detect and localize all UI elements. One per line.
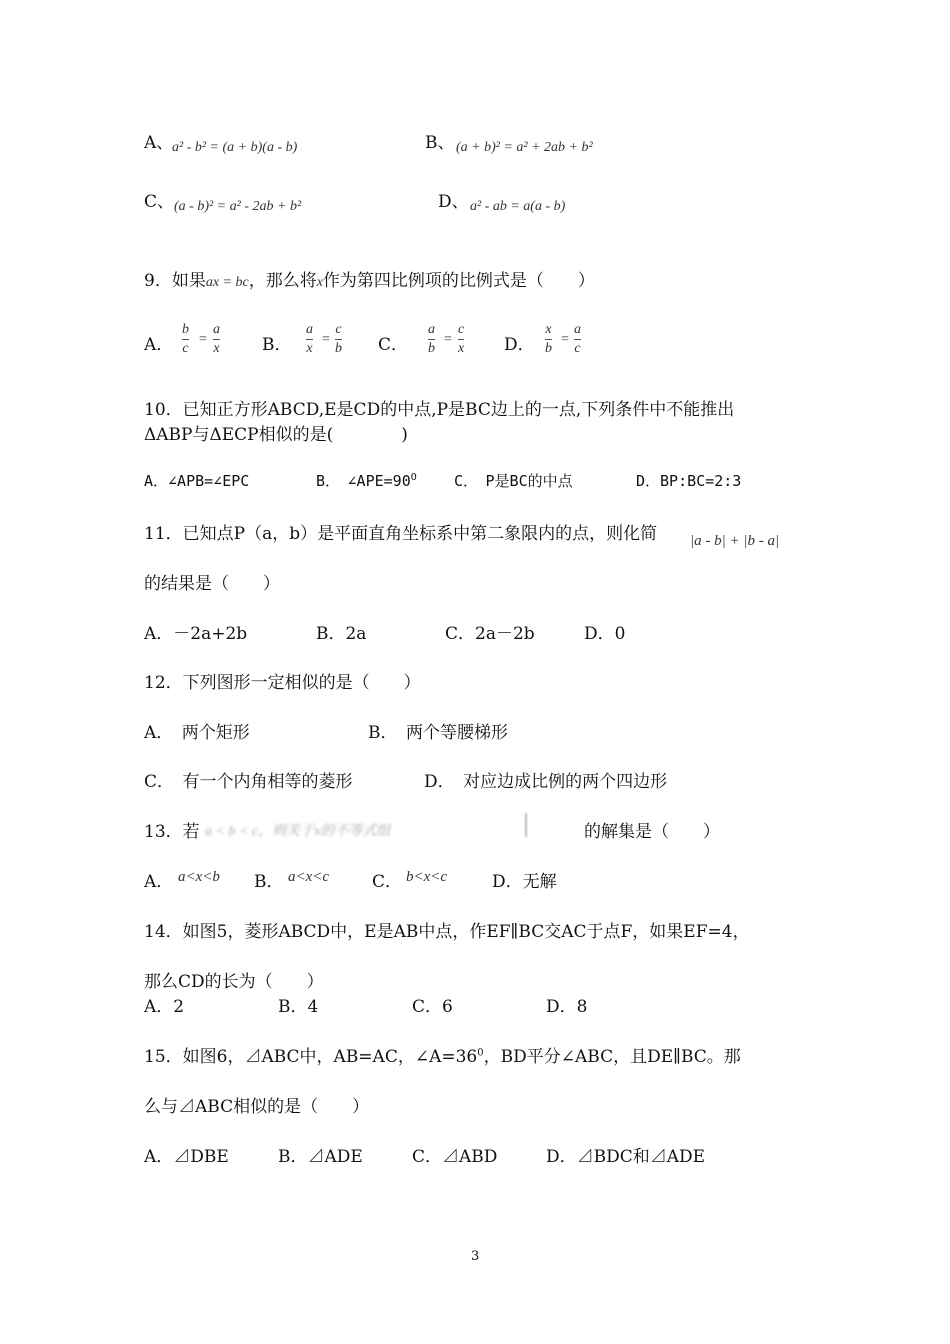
q11-option-a: A．－2a+2b bbox=[144, 624, 248, 644]
equals-sign: = bbox=[444, 332, 452, 347]
q13-stem-pre: 13．若 bbox=[144, 822, 200, 842]
denominator: b bbox=[335, 341, 342, 356]
numerator: a bbox=[574, 322, 581, 337]
q14-option-a: A．2 bbox=[144, 997, 185, 1017]
q9-a-right-fraction bbox=[213, 322, 220, 356]
q9-option-c-label: C． bbox=[378, 335, 409, 355]
q13-option-d: D．无解 bbox=[492, 872, 557, 892]
numerator: a bbox=[213, 322, 220, 337]
q14-option-c: C．6 bbox=[412, 997, 453, 1017]
equals-sign: = bbox=[561, 332, 569, 347]
q11-option-c: C．2a－2b bbox=[445, 624, 535, 644]
equals-sign: = bbox=[322, 332, 330, 347]
q9-stem-post: 作为第四比例项的比例式是（ ） bbox=[322, 271, 595, 291]
q12-stem: 12．下列图形一定相似的是（ ） bbox=[144, 673, 421, 693]
q9-equation: ax = bc bbox=[205, 275, 249, 290]
q9-variable: x bbox=[316, 275, 323, 290]
q9-a-left-fraction bbox=[182, 322, 189, 356]
q13-option-b-label: B． bbox=[254, 872, 284, 892]
q9-option-a-label: A． bbox=[144, 335, 174, 355]
q9-option-d-label: D． bbox=[504, 335, 535, 355]
q9-option-b-label: B． bbox=[262, 335, 292, 355]
q13-option-a: a<x<b bbox=[178, 869, 220, 885]
q11-option-d: D．0 bbox=[584, 624, 626, 644]
q13-condition-blurred: a < b < c，则关于x的不等式组 bbox=[205, 824, 391, 839]
q11-option-b: B．2a bbox=[316, 624, 367, 644]
q9-c-left-fraction bbox=[428, 322, 435, 356]
q15-option-d: D．⊿BDC和⊿ADE bbox=[546, 1147, 706, 1167]
q12-option-c: C． 有一个内角相等的菱形 bbox=[144, 772, 353, 792]
q15-stem-line1-a: 15．如图6，⊿ABC中，AB=AC，∠A=36 bbox=[144, 1047, 478, 1067]
numerator: b bbox=[182, 322, 189, 337]
q14-stem-line1: 14．如图5，菱形ABCD中，E是AB中点，作EF∥BC交AC于点F，如果EF=4， bbox=[144, 922, 750, 942]
denominator: x bbox=[306, 341, 313, 356]
numerator: a bbox=[428, 322, 435, 337]
q8-option-c-label: C、 bbox=[144, 192, 175, 212]
q10-stem-line1: 10．已知正方形ABCD,E是CD的中点,P是BC边上的一点,下列条件中不能推出 bbox=[144, 400, 735, 420]
q11-stem-line2: 的结果是（ ） bbox=[144, 574, 280, 594]
q8-option-b-expr: (a + b)² = a² + 2ab + b² bbox=[456, 140, 593, 155]
q13-option-c-label: C． bbox=[372, 872, 403, 892]
q15-option-c: C．⊿ABD bbox=[412, 1147, 498, 1167]
q9-b-left-fraction bbox=[306, 322, 313, 356]
denominator: x bbox=[458, 341, 465, 356]
q13-stem-post: 的解集是（ ） bbox=[584, 822, 720, 842]
q15-stem-line1 bbox=[144, 1042, 741, 1067]
q8-option-a-label: A、 bbox=[144, 133, 174, 153]
q9-d-left-fraction bbox=[545, 322, 552, 356]
equals-sign: = bbox=[199, 332, 207, 347]
q10-option-d: D．BP:BC=2:3 bbox=[636, 472, 742, 490]
numerator: c bbox=[335, 322, 342, 337]
q12-option-d: D． 对应边成比例的两个四边形 bbox=[424, 772, 668, 792]
numerator: x bbox=[545, 322, 552, 337]
q9-stem-mid: ，那么将 bbox=[248, 271, 317, 291]
q14-option-d: D．8 bbox=[546, 997, 588, 1017]
denominator: c bbox=[182, 341, 189, 356]
q8-option-b-label: B、 bbox=[425, 133, 455, 153]
q8-option-d-label: D、 bbox=[438, 192, 469, 212]
q9-c-right-fraction bbox=[458, 322, 464, 356]
q13-option-c: b<x<c bbox=[406, 869, 448, 885]
q10-option-b-text: B． ∠APE=90 bbox=[316, 472, 411, 490]
q13-option-a-label: A． bbox=[144, 872, 174, 892]
q11-stem-line1: 11．已知点P（a，b）是平面直角坐标系中第二象限内的点，则化简 bbox=[144, 524, 658, 544]
q15-option-a: A．⊿DBE bbox=[144, 1147, 229, 1167]
q13-option-b: a<x<c bbox=[288, 869, 330, 885]
denominator: b bbox=[545, 341, 552, 356]
denominator: x bbox=[213, 341, 220, 356]
q10-option-b bbox=[316, 470, 417, 491]
q9-b-right-fraction bbox=[335, 322, 342, 356]
q15-stem-line2: 么与⊿ABC相似的是（ ） bbox=[144, 1097, 370, 1117]
q12-option-b: B． 两个等腰梯形 bbox=[368, 723, 508, 743]
denominator: b bbox=[428, 341, 435, 356]
q10-option-a: A．∠APB=∠EPC bbox=[144, 472, 250, 490]
q15-stem-line1-b: ，BD平分∠ABC，且DE∥BC。那 bbox=[483, 1047, 741, 1067]
q11-expression: |a - b| + |b - a| bbox=[690, 533, 780, 549]
q9-stem bbox=[144, 266, 595, 291]
q14-stem-line2: 那么CD的长为（ ） bbox=[144, 972, 324, 992]
q10-stem-line2: ΔABP与ΔECP相似的是( ) bbox=[144, 425, 408, 445]
q13-system-brace-blurred bbox=[525, 813, 583, 837]
q9-stem-pre: 9．如果 bbox=[144, 271, 206, 291]
degree-mark: O bbox=[410, 472, 417, 483]
q12-option-a: A． 两个矩形 bbox=[144, 723, 250, 743]
numerator: a bbox=[306, 322, 313, 337]
q14-option-b: B．4 bbox=[278, 997, 319, 1017]
denominator: c bbox=[574, 341, 581, 356]
q9-d-right-fraction bbox=[574, 322, 581, 356]
degree-mark: 0 bbox=[477, 1047, 484, 1059]
page-number: 3 bbox=[471, 1249, 480, 1264]
q8-option-c-expr: (a - b)² = a² - 2ab + b² bbox=[174, 199, 302, 214]
q15-option-b: B．⊿ADE bbox=[278, 1147, 363, 1167]
q8-option-a-expr: a² - b² = (a + b)(a - b) bbox=[172, 140, 298, 155]
numerator: c bbox=[458, 322, 465, 337]
q8-option-d-expr: a² - ab = a(a - b) bbox=[470, 199, 566, 214]
q10-option-c: C． P是BC的中点 bbox=[454, 472, 573, 490]
